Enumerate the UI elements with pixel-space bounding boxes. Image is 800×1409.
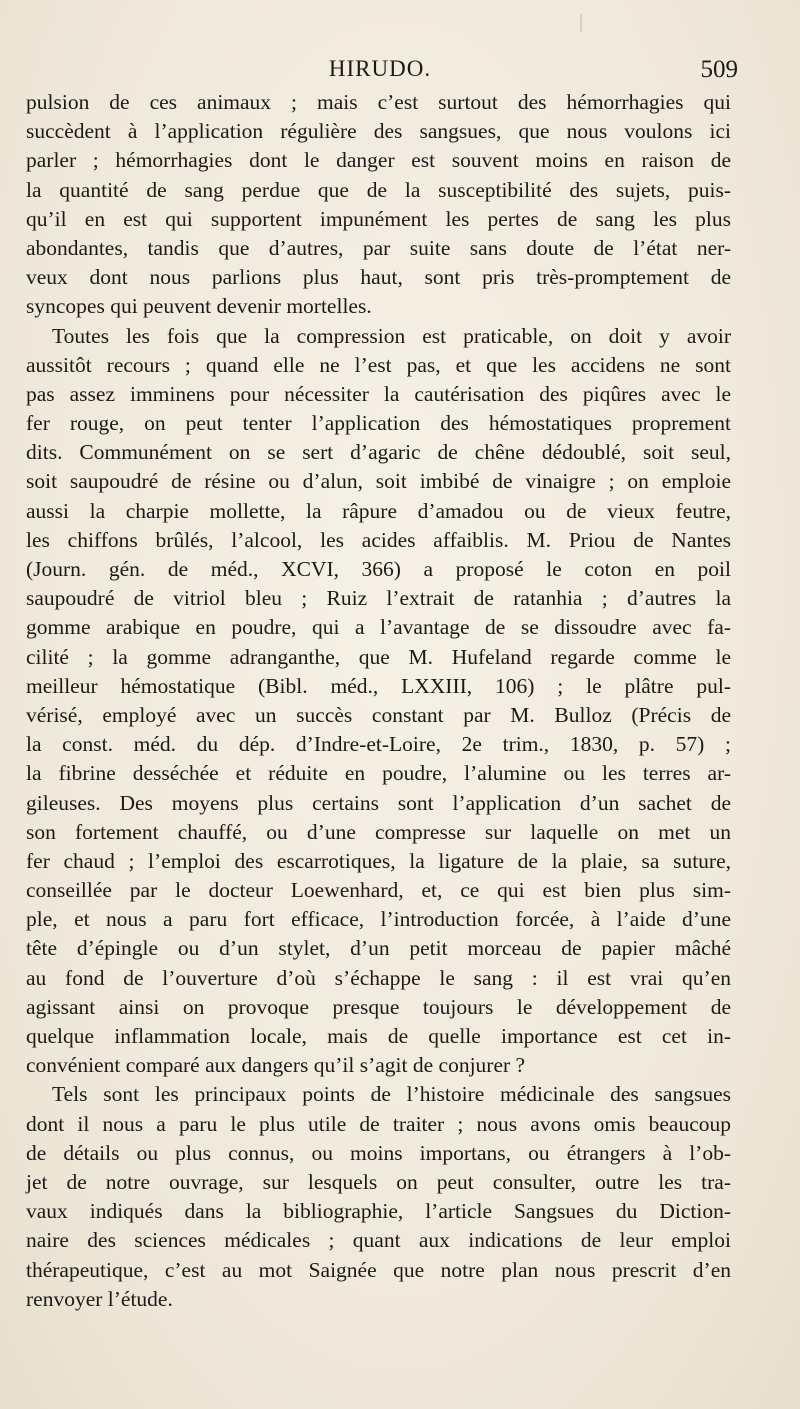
text-line: veux dont nous parlions plus haut, sont pris très-promptement de bbox=[26, 265, 731, 290]
text-line: jet de notre ouvrage, sur lesquels on peut consulter, outre les tra- bbox=[26, 1169, 731, 1194]
text-line: convénient comparé aux dangers qu’il s’agit de conjurer ? bbox=[26, 1053, 526, 1078]
text-line: gomme arabique en poudre, qui a l’avantage de se dissoudre avec fa- bbox=[26, 615, 731, 640]
text-line: dits. Communément on se sert d’agaric de chêne dédoublé, soit seul, bbox=[26, 440, 731, 465]
text-line: pas assez imminens pour nécessiter la cautérisation des piqûres avec le bbox=[26, 381, 731, 406]
text-line: les chiffons brûlés, l’alcool, les acides affaiblis. M. Priou de Nantes bbox=[26, 527, 731, 552]
text-line: succèdent à l’application régulière des sangsues, que nous voulons ici bbox=[26, 119, 731, 144]
text-line: aussitôt recours ; quand elle ne l’est pas, et que les accidens ne sont bbox=[26, 352, 731, 377]
paragraph-2 bbox=[26, 322, 731, 1081]
body-text bbox=[26, 88, 731, 1314]
text-line: Tels sont les principaux points de l’histoire médicinale des sangsues bbox=[52, 1082, 731, 1107]
text-line: la fibrine desséchée et réduite en poudre, l’alumine ou les terres ar- bbox=[26, 761, 731, 786]
text-line: la quantité de sang perdue que de la susceptibilité des sujets, puis- bbox=[26, 177, 731, 202]
text-line: conseillée par le docteur Loewenhard, et, ce qui est bien plus sim- bbox=[26, 878, 731, 903]
text-line: vaux indiqués dans la bibliographie, l’article Sangsues du Diction- bbox=[26, 1199, 731, 1224]
text-line: (Journ. gén. de méd., XCVI, 366) a proposé le coton en poil bbox=[26, 557, 731, 581]
text-line: abondantes, tandis que d’autres, par suite sans doute de l’état ner- bbox=[26, 235, 731, 260]
text-line: qu’il en est qui supportent impunément les pertes de sang les plus bbox=[26, 206, 731, 231]
text-line: parler ; hémorrhagies dont le danger est souvent moins en raison de bbox=[26, 148, 731, 173]
text-line: cilité ; la gomme adranganthe, que M. Hufeland regarde comme le bbox=[26, 644, 731, 669]
text-line: quelque inflammation locale, mais de quelle importance est cet in- bbox=[26, 1024, 731, 1048]
text-line: saupoudré de vitriol bleu ; Ruiz l’extrait de ratanhia ; d’autres la bbox=[26, 586, 731, 611]
text-line: thérapeutique, c’est au mot Saignée que notre plan nous prescrit d’en bbox=[26, 1257, 731, 1282]
scan-mark bbox=[580, 14, 582, 32]
text-line: gileuses. Des moyens plus certains sont l’application d’un sachet de bbox=[26, 790, 731, 815]
text-line: soit saupoudré de résine ou d’alun, soit imbibé de vinaigre ; on emploie bbox=[26, 469, 731, 494]
running-title: HIRUDO. bbox=[328, 56, 432, 81]
text-line: syncopes qui peuvent devenir mortelles. bbox=[26, 294, 372, 319]
text-line: de détails ou plus connus, ou moins importans, ou étrangers à l’ob- bbox=[26, 1140, 731, 1165]
text-line: Toutes les fois que la compression est praticable, on doit y avoir bbox=[52, 323, 731, 348]
text-line: au fond de l’ouverture d’où s’échappe le sang : il est vrai qu’en bbox=[26, 965, 731, 990]
text-line: renvoyer l’étude. bbox=[26, 1286, 173, 1311]
text-line: meilleur hémostatique (Bibl. méd., LXXIII, 106) ; le plâtre pul- bbox=[26, 673, 731, 698]
text-line: aussi la charpie mollette, la râpure d’amadou ou de vieux feutre, bbox=[26, 498, 731, 523]
text-line: son fortement chauffé, ou d’une compresse sur laquelle on met un bbox=[26, 819, 731, 844]
page-number: 509 bbox=[700, 56, 738, 83]
paragraph-3 bbox=[26, 1080, 731, 1314]
text-line: fer chaud ; l’emploi des escarrotiques, la ligature de la plaie, sa suture, bbox=[26, 848, 731, 873]
text-line: ple, et nous a paru fort efficace, l’introduction forcée, à l’aide d’une bbox=[26, 907, 731, 932]
text-line: fer rouge, on peut tenter l’application des hémostatiques proprement bbox=[26, 411, 731, 436]
paragraph-1 bbox=[26, 88, 731, 322]
text-line: dont il nous a paru le plus utile de traiter ; nous avons omis beaucoup bbox=[26, 1111, 731, 1136]
text-line: pulsion de ces animaux ; mais c’est surtout des hémorrhagies qui bbox=[26, 90, 731, 114]
text-line: naire des sciences médicales ; quant aux indications de leur emploi bbox=[26, 1228, 731, 1253]
text-line: tête d’épingle ou d’un stylet, d’un petit morceau de papier mâché bbox=[26, 936, 731, 961]
text-line: agissant ainsi on provoque presque toujours le développement de bbox=[26, 994, 731, 1019]
running-head bbox=[0, 54, 800, 88]
text-line: vérisé, employé avec un succès constant par M. Bulloz (Précis de bbox=[26, 702, 731, 727]
text-line: la const. méd. du dép. d’Indre-et-Loire, 2e trim., 1830, p. 57) ; bbox=[26, 732, 731, 757]
